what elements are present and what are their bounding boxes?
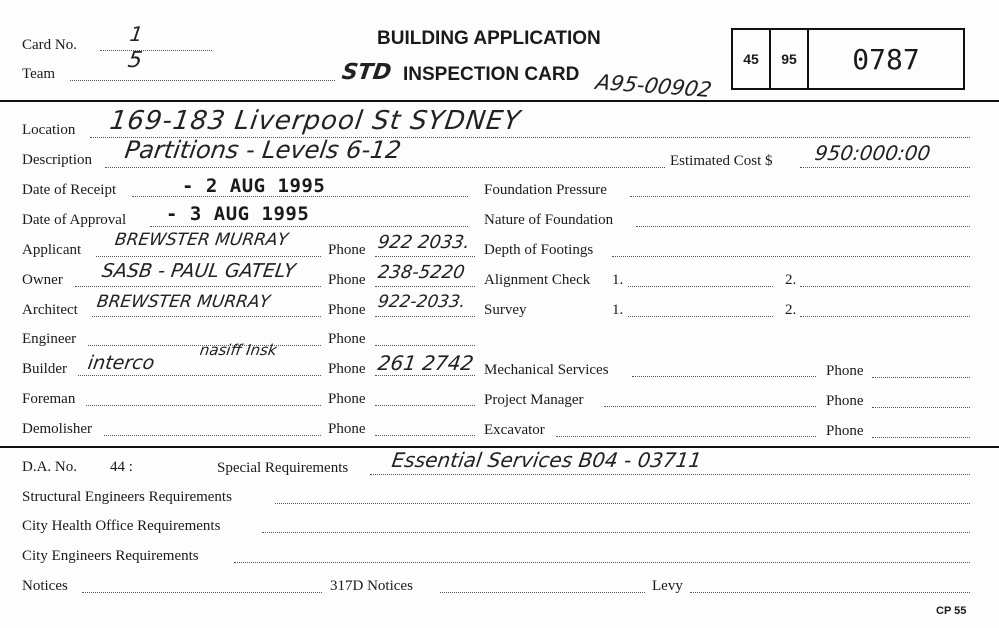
owner-phone: 238-5220: [376, 262, 467, 283]
file-reference: A95-00902: [593, 70, 714, 102]
reference-boxes: [731, 28, 965, 90]
location-value: 169-183 Liverpool St SYDNEY: [107, 106, 523, 136]
da-no-value: 44 :: [110, 459, 133, 475]
applicant-label: Applicant: [22, 242, 82, 258]
owner-value: SASB - PAUL GATELY: [100, 260, 297, 282]
city-engineers-requirements-label: City Engineers Requirements: [22, 548, 199, 564]
estimated-cost-label: Estimated Cost $: [670, 153, 773, 169]
applicant-phone: 922 2033.: [376, 232, 472, 253]
excavator-label: Excavator: [484, 422, 545, 438]
special-requirements-label: Special Requirements: [217, 460, 349, 476]
ref-box-a: 45: [733, 30, 771, 88]
survey-2-label: 2.: [785, 302, 797, 318]
nature-foundation-label: Nature of Foundation: [484, 212, 614, 228]
card-no-label: Card No.: [22, 37, 77, 53]
mechanical-services-label: Mechanical Services: [484, 362, 609, 378]
architect-value: BREWSTER MURRAY: [95, 292, 272, 312]
da-no-label: D.A. No.: [22, 459, 77, 475]
levy-label: Levy: [652, 578, 683, 594]
date-receipt-value: - 2 AUG 1995: [182, 175, 326, 197]
header-rule: [0, 100, 999, 102]
demolisher-label: Demolisher: [22, 421, 92, 437]
form-title-line2: INSPECTION CARD: [403, 64, 580, 85]
alignment-1-label: 1.: [612, 272, 624, 288]
foreman-phone-label: Phone: [328, 391, 366, 407]
ref-box-b: 95: [771, 30, 809, 88]
form-code: CP 55: [936, 605, 967, 617]
survey-1-label: 1.: [612, 302, 624, 318]
location-label: Location: [22, 122, 76, 138]
notices-label: Notices: [22, 578, 68, 594]
team-value: 5: [126, 48, 144, 73]
demolisher-phone-label: Phone: [328, 421, 366, 437]
inspector-initials: STD: [340, 60, 393, 85]
applicant-phone-label: Phone: [328, 242, 366, 258]
ref-box-number: 0787: [852, 42, 920, 76]
form-title-line1: BUILDING APPLICATION: [377, 28, 601, 49]
builder-phone-label: Phone: [328, 361, 366, 377]
excavator-phone-label: Phone: [826, 423, 864, 439]
builder-phone: 261 2742: [376, 351, 476, 375]
builder-label: Builder: [22, 361, 67, 377]
owner-phone-label: Phone: [328, 272, 366, 288]
survey-label: Survey: [484, 302, 527, 318]
owner-label: Owner: [22, 272, 63, 288]
estimated-cost-value: 950:000:00: [813, 141, 932, 165]
team-label: Team: [22, 66, 56, 82]
date-receipt-label: Date of Receipt: [22, 182, 117, 198]
special-requirements-value: Essential Services B04 - 03711: [390, 448, 704, 472]
project-manager-label: Project Manager: [484, 392, 584, 408]
date-approval-label: Date of Approval: [22, 212, 127, 228]
date-approval-value: - 3 AUG 1995: [166, 203, 310, 225]
architect-phone-label: Phone: [328, 302, 366, 318]
mechanical-phone-label: Phone: [826, 363, 864, 379]
applicant-value: BREWSTER MURRAY: [113, 230, 290, 250]
architect-label: Architect: [22, 302, 78, 318]
foreman-label: Foreman: [22, 391, 76, 407]
builder-value: interco: [86, 352, 156, 374]
architect-phone: 922-2033.: [376, 292, 467, 312]
description-value: Partitions - Levels 6-12: [123, 136, 403, 164]
notices-317d-label: 317D Notices: [330, 578, 413, 594]
card-no-value: 1: [128, 22, 145, 46]
engineer-phone-label: Phone: [328, 331, 366, 347]
foundation-pressure-label: Foundation Pressure: [484, 182, 607, 198]
engineer-label: Engineer: [22, 331, 77, 347]
structural-requirements-label: Structural Engineers Requirements: [22, 489, 232, 505]
depth-footings-label: Depth of Footings: [484, 242, 594, 258]
builder-extra: nasiff Insk: [198, 341, 278, 359]
health-office-requirements-label: City Health Office Requirements: [22, 518, 221, 534]
alignment-2-label: 2.: [785, 272, 797, 288]
project-manager-phone-label: Phone: [826, 393, 864, 409]
description-label: Description: [22, 152, 92, 168]
alignment-check-label: Alignment Check: [484, 272, 591, 288]
